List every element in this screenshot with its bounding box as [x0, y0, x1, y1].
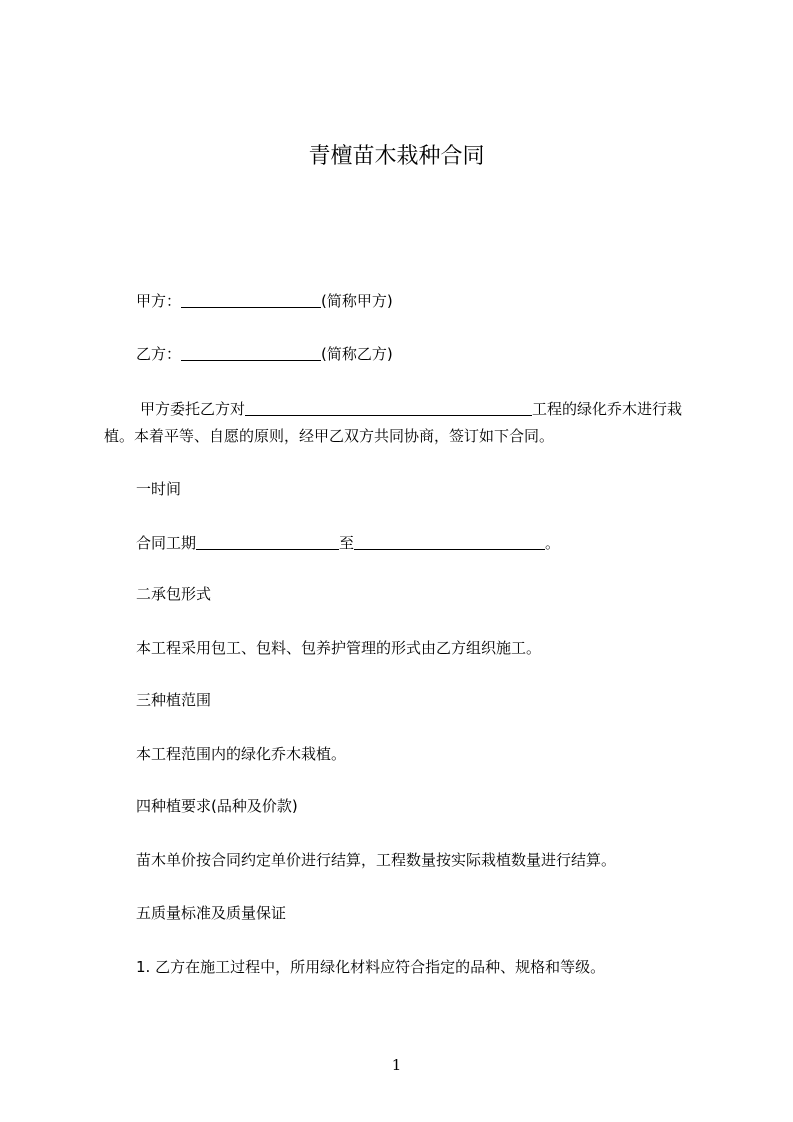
- period-end-blank[interactable]: [354, 534, 545, 550]
- party-a-suffix: (简称甲方): [321, 292, 393, 310]
- intro-suffix: 工程的绿化乔木进行栽: [532, 400, 683, 418]
- period-mid: 至: [339, 534, 355, 552]
- period-end: 。: [545, 534, 561, 552]
- party-a-blank[interactable]: [181, 292, 321, 308]
- page-number: 1: [391, 1056, 402, 1074]
- party-a-line: [136, 291, 393, 311]
- period-start-blank[interactable]: [196, 534, 339, 550]
- document-title: 青檀苗木栽种合同: [308, 144, 485, 169]
- period-prefix: 合同工期: [136, 534, 197, 552]
- intro-line-1: [140, 399, 682, 419]
- section-5-item-1: 1. 乙方在施工过程中，所用绿化材料应符合指定的品种、规格和等级。: [136, 958, 606, 976]
- section-4-heading: 四种植要求(品种及价款): [136, 797, 298, 815]
- section-5-heading: 五质量标准及质量保证: [136, 904, 287, 922]
- party-b-blank[interactable]: [181, 345, 321, 361]
- section-2-body: 本工程采用包工、包料、包养护管理的形式由乙方组织施工。: [136, 639, 542, 657]
- party-b-label: 乙方：: [136, 345, 182, 363]
- section-3-heading: 三种植范围: [136, 691, 212, 709]
- party-b-suffix: (简称乙方): [321, 345, 393, 363]
- intro-line-2: 植。本着平等、自愿的原则，经甲乙双方共同协商，签订如下合同。: [104, 427, 555, 445]
- section-1-heading: 一时间: [136, 480, 182, 498]
- section-4-body: 苗木单价按合同约定单价进行结算，工程数量按实际栽植数量进行结算。: [136, 851, 617, 869]
- party-b-line: [136, 344, 393, 364]
- section-3-body: 本工程范围内的绿化乔木栽植。: [136, 745, 347, 763]
- party-a-label: 甲方：: [136, 292, 182, 310]
- section-2-heading: 二承包形式: [136, 585, 212, 603]
- intro-prefix: 甲方委托乙方对: [140, 400, 246, 418]
- project-name-blank[interactable]: [245, 400, 532, 416]
- contract-period-line: [136, 533, 560, 553]
